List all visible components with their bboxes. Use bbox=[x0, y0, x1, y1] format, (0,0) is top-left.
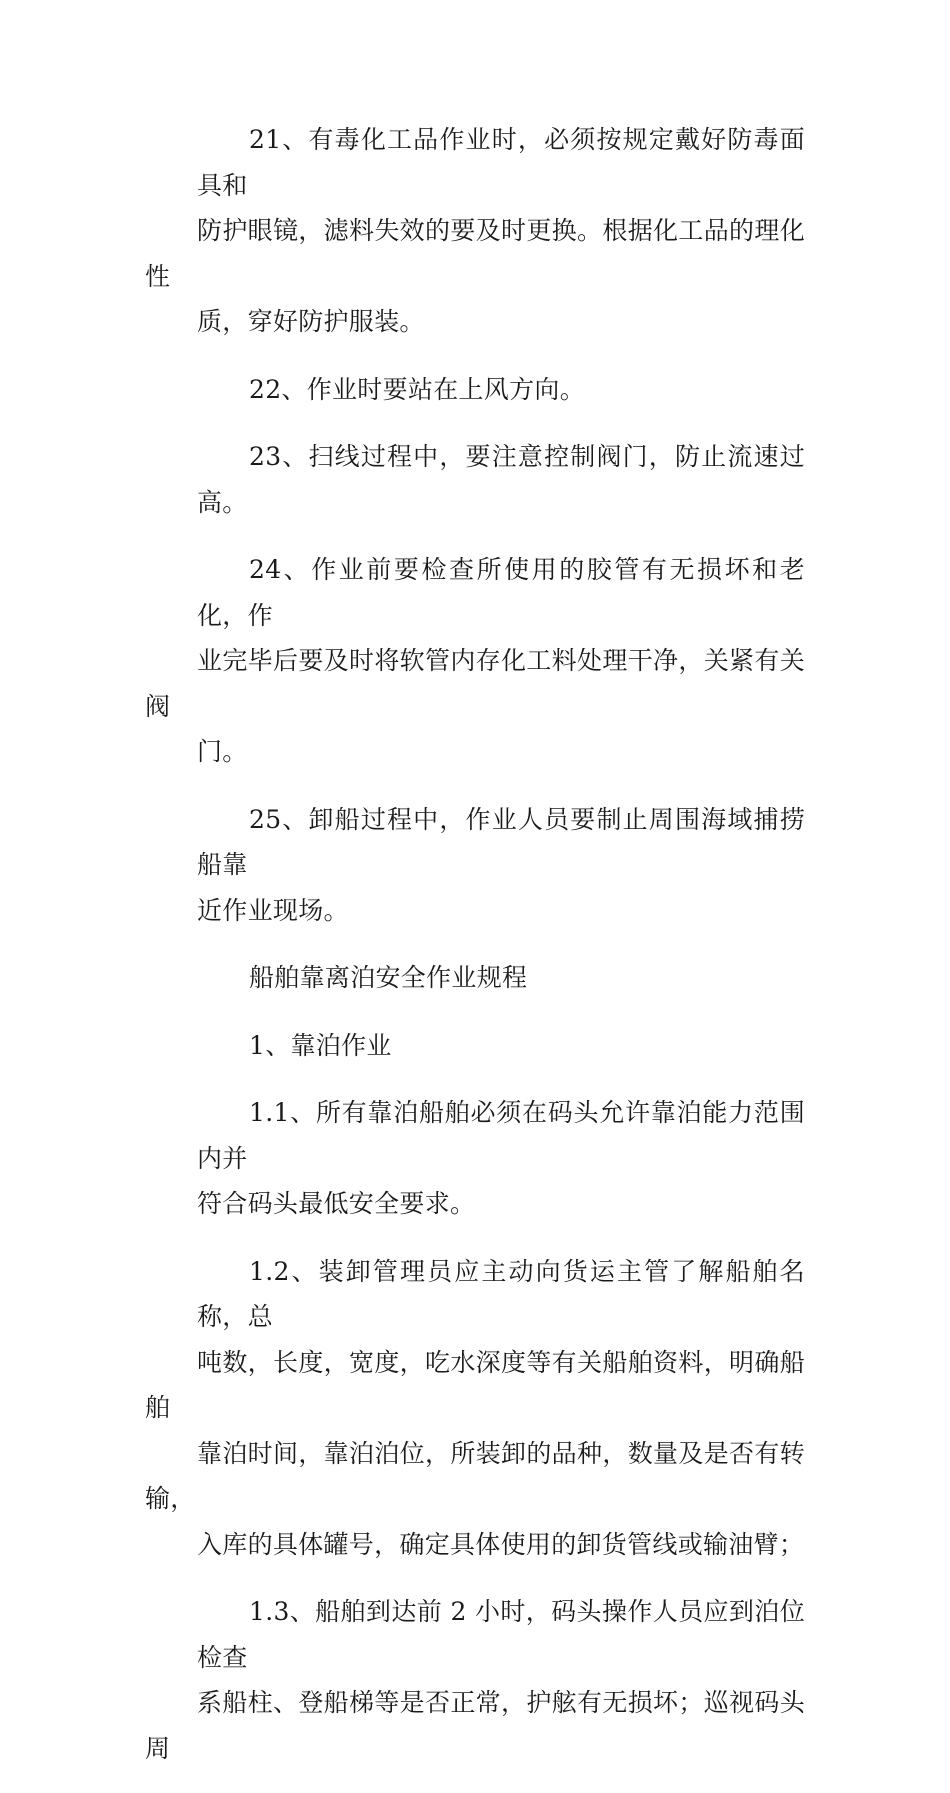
section-title-text: 船舶靠离泊安全作业规程 bbox=[249, 963, 528, 992]
text-line: 1.1、所有靠泊船舶必须在码头允许靠泊能力范围内并 bbox=[197, 1098, 805, 1173]
text-line: 门。 bbox=[197, 737, 248, 766]
text-line: 23、扫线过程中，要注意控制阀门，防止流速过高。 bbox=[197, 442, 805, 517]
paragraph-item-1-1 bbox=[145, 1090, 805, 1227]
document-body bbox=[145, 117, 805, 1793]
paragraph-item-24 bbox=[145, 547, 805, 775]
text-line: 入库的具体罐号，确定具体使用的卸货管线或输油臂； bbox=[197, 1529, 805, 1559]
subsection-title-text: 1、靠泊作业 bbox=[249, 1030, 392, 1060]
text-line: 吨数，长度，宽度，吃水深度等有关船舶资料，明确船舶 bbox=[145, 1347, 805, 1422]
text-line: 靠泊时间，靠泊泊位，所装卸的品种，数量及是否有转输， bbox=[145, 1438, 805, 1513]
text-line: 1.3、船舶到达前 2 小时，码头操作人员应到泊位检查 bbox=[197, 1597, 805, 1672]
text-line: 24、作业前要检查所使用的胶管有无损坏和老化，作 bbox=[197, 555, 805, 630]
paragraph-item-21 bbox=[145, 117, 805, 345]
text-line: 1.2、装卸管理员应主动向货运主管了解船舶名称，总 bbox=[197, 1256, 805, 1331]
text-line: 防护眼镜，滤料失效的要及时更换。根据化工品的理化性 bbox=[145, 216, 805, 291]
subsection-title bbox=[145, 1023, 805, 1069]
section-title bbox=[145, 955, 805, 1001]
text-line: 25、卸船过程中，作业人员要制止周围海域捕捞船靠 bbox=[197, 804, 805, 879]
paragraph-item-25 bbox=[145, 797, 805, 934]
paragraph-item-23 bbox=[145, 434, 805, 525]
paragraph-item-1-2 bbox=[145, 1249, 805, 1568]
text-line: 符合码头最低安全要求。 bbox=[197, 1189, 476, 1218]
paragraph-item-1-3 bbox=[145, 1589, 805, 1771]
text-line: 业完毕后要及时将软管内存化工料处理干净，关紧有关阀 bbox=[145, 646, 805, 721]
paragraph-item-22 bbox=[145, 367, 805, 413]
text-line: 近作业现场。 bbox=[197, 895, 349, 925]
text-line: 22、作业时要站在上风方向。 bbox=[249, 374, 586, 404]
text-line: 系船柱、登船梯等是否正常，护舷有无损坏；巡视码头周 bbox=[145, 1688, 805, 1763]
text-line: 21、有毒化工品作业时，必须按规定戴好防毒面具和 bbox=[197, 125, 805, 200]
text-line: 质，穿好防护服装。 bbox=[197, 307, 425, 336]
